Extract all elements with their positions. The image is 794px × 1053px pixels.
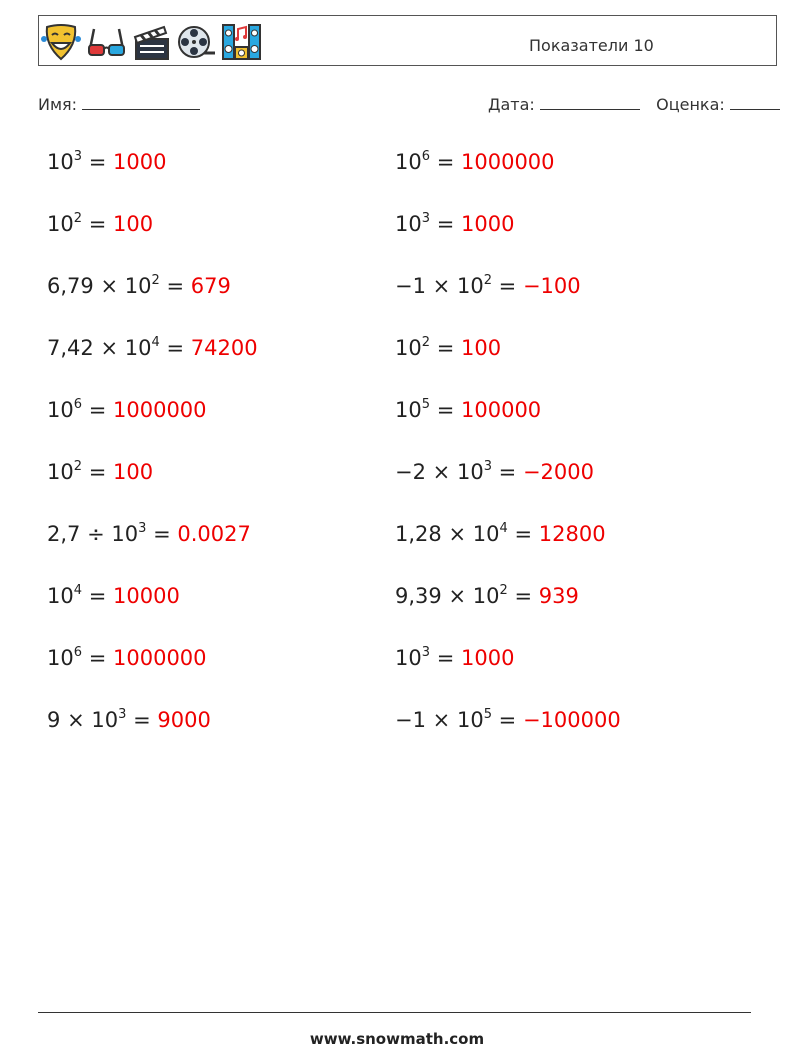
answer: −2000 — [522, 460, 594, 484]
problem-item — [47, 335, 258, 365]
answer: 1000 — [461, 212, 515, 236]
base: 10 — [395, 398, 422, 422]
base: 10 — [395, 212, 422, 236]
answer: −100 — [522, 274, 581, 298]
exponent: 2 — [499, 583, 508, 598]
score-label: Оценка: — [656, 95, 725, 114]
equals-sign: = — [153, 522, 171, 546]
equals-sign: = — [436, 646, 455, 670]
base: 10 — [47, 646, 74, 670]
equals-sign: = — [88, 150, 107, 174]
answer: −100000 — [522, 708, 621, 732]
speakers-icon — [221, 21, 262, 63]
equals-sign: = — [133, 708, 151, 732]
problem-item — [47, 397, 207, 427]
operator: × — [67, 708, 85, 732]
answer: 100 — [461, 336, 502, 360]
problem-item — [47, 707, 211, 737]
problem-item — [395, 521, 606, 551]
exponent: 4 — [73, 583, 83, 598]
exponent: 6 — [73, 397, 83, 412]
equals-sign: = — [88, 646, 107, 670]
header-icons — [41, 20, 262, 64]
exponent: 3 — [483, 459, 492, 474]
answer: 10000 — [113, 584, 180, 608]
name-blank — [82, 95, 200, 110]
base: 10 — [456, 274, 484, 298]
problem-item — [47, 273, 231, 303]
answer: 1000000 — [461, 150, 555, 174]
base: 10 — [111, 522, 139, 546]
exponent: 6 — [73, 645, 83, 660]
footer-divider — [38, 1012, 751, 1013]
answer: 100 — [113, 460, 154, 484]
operator: × — [432, 274, 451, 298]
base: 10 — [47, 150, 74, 174]
problem-item — [47, 459, 153, 489]
equals-sign: = — [88, 398, 107, 422]
equals-sign: = — [498, 460, 517, 484]
exponent: 6 — [421, 149, 431, 164]
exponent: 2 — [483, 273, 492, 288]
coefficient: 9 — [47, 708, 61, 732]
problem-item — [47, 521, 251, 551]
exponent: 2 — [73, 459, 83, 474]
equals-sign: = — [498, 274, 517, 298]
base: 10 — [124, 336, 152, 360]
answer: 1000000 — [113, 646, 207, 670]
exponent: 5 — [483, 707, 492, 722]
operator: × — [100, 274, 119, 298]
exponent: 4 — [499, 521, 508, 536]
problem-item — [395, 583, 579, 613]
equals-sign: = — [88, 584, 107, 608]
equals-sign: = — [514, 584, 533, 608]
problem-item — [47, 645, 207, 675]
equals-sign: = — [436, 398, 455, 422]
problem-item — [395, 645, 514, 675]
operator: × — [448, 584, 467, 608]
problem-item — [395, 273, 581, 303]
problem-item — [47, 149, 166, 179]
base: 10 — [472, 584, 500, 608]
exponent: 3 — [73, 149, 83, 164]
equals-sign: = — [166, 336, 185, 360]
answer: 1000000 — [113, 398, 207, 422]
date-blank — [540, 95, 640, 110]
coefficient: −1 — [395, 708, 426, 732]
base: 10 — [47, 460, 74, 484]
equals-sign: = — [88, 212, 107, 236]
answer: 9000 — [157, 708, 211, 732]
coefficient: 7,42 — [47, 336, 94, 360]
score-blank — [730, 95, 780, 110]
exponent: 3 — [118, 707, 127, 722]
date-label: Дата: — [488, 95, 535, 114]
operator: ÷ — [87, 522, 105, 546]
answer: 100 — [113, 212, 154, 236]
page-title: Показатели 10 — [529, 36, 654, 55]
clapperboard-icon — [131, 21, 172, 63]
base: 10 — [47, 212, 74, 236]
equals-sign: = — [514, 522, 533, 546]
coefficient: 2,7 — [47, 522, 81, 546]
exponent: 2 — [151, 273, 160, 288]
answer: 939 — [538, 584, 579, 608]
answer: 1000 — [461, 646, 515, 670]
exponent: 2 — [421, 335, 431, 350]
worksheet-header — [38, 15, 777, 66]
operator: × — [100, 336, 119, 360]
coefficient: 1,28 — [395, 522, 442, 546]
name-label: Имя: — [38, 95, 78, 114]
3d-glasses-icon — [86, 21, 127, 63]
equals-sign: = — [166, 274, 185, 298]
film-reel-icon — [176, 21, 217, 63]
base: 10 — [395, 646, 422, 670]
exponent: 4 — [151, 335, 160, 350]
equals-sign: = — [436, 336, 455, 360]
equals-sign: = — [498, 708, 517, 732]
problem-item — [395, 707, 621, 737]
base: 10 — [395, 150, 422, 174]
coefficient: −1 — [395, 274, 426, 298]
coefficient: 6,79 — [47, 274, 94, 298]
base: 10 — [47, 398, 74, 422]
base: 10 — [91, 708, 119, 732]
date-score-fields — [488, 95, 780, 114]
base: 10 — [472, 522, 500, 546]
answer: 679 — [190, 274, 231, 298]
base: 10 — [124, 274, 152, 298]
exponent: 5 — [421, 397, 431, 412]
base: 10 — [456, 708, 484, 732]
base: 10 — [456, 460, 484, 484]
answer: 0.0027 — [177, 522, 251, 546]
answer: 100000 — [461, 398, 542, 422]
exponent: 3 — [138, 521, 147, 536]
answer: 74200 — [190, 336, 258, 360]
equals-sign: = — [436, 150, 455, 174]
problem-item — [47, 583, 180, 613]
coefficient: 9,39 — [395, 584, 442, 608]
operator: × — [448, 522, 467, 546]
equals-sign: = — [88, 460, 107, 484]
exponent: 3 — [421, 645, 431, 660]
base: 10 — [395, 336, 422, 360]
name-field — [38, 95, 200, 114]
operator: × — [432, 460, 451, 484]
exponent: 3 — [421, 211, 431, 226]
equals-sign: = — [436, 212, 455, 236]
theater-mask-icon — [41, 21, 82, 63]
problem-item — [395, 211, 514, 241]
footer-url: www.snowmath.com — [309, 1030, 485, 1048]
problem-item — [47, 211, 153, 241]
operator: × — [432, 708, 451, 732]
coefficient: −2 — [395, 460, 426, 484]
problem-item — [395, 459, 594, 489]
exponent: 2 — [73, 211, 83, 226]
answer: 12800 — [538, 522, 606, 546]
problem-item — [395, 149, 555, 179]
problem-item — [395, 397, 541, 427]
base: 10 — [47, 584, 74, 608]
answer: 1000 — [113, 150, 167, 174]
problem-item — [395, 335, 501, 365]
